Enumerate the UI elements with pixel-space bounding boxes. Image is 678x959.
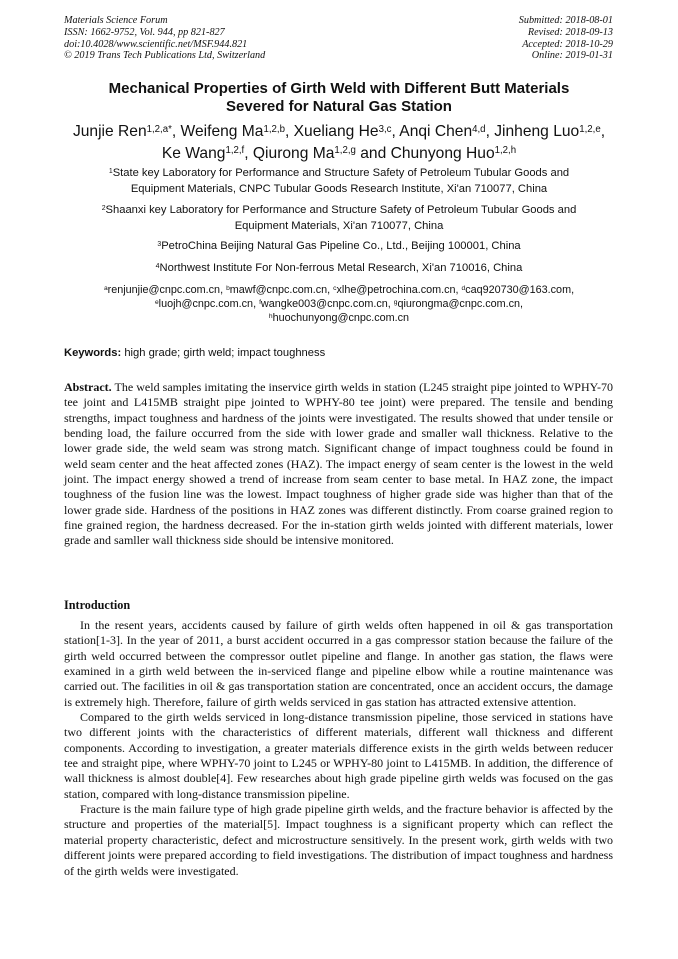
author-line-1 xyxy=(30,121,648,143)
title-line-1: Mechanical Properties of Girth Weld with Different Butt Materials xyxy=(108,80,570,97)
email-link[interactable]: wangke003@cnpc.com.cn xyxy=(260,298,388,310)
date-accepted: Accepted: 2018-10-29 xyxy=(522,38,613,50)
email-link[interactable]: caq920730@163.com xyxy=(465,284,572,296)
journal-issn: ISSN: 1662-9752, Vol. 944, pp 821-827 xyxy=(64,26,225,38)
author-name: Xueliang He xyxy=(293,123,379,140)
email-line-1: $^a$renjunjie@cnpc.com.cn, $^b$mawf@cnpc.com.cn, $^c$xlhe@petrochina.com.cn, $^d$caq920730@163.com, xyxy=(103,284,575,296)
author-sup: 1,2,a* xyxy=(146,123,172,135)
author-sep: , xyxy=(244,144,253,162)
email-link[interactable]: renjunjie@cnpc.com.cn xyxy=(107,284,221,296)
affiliation-sup: 2 xyxy=(101,204,106,212)
author-sep: , xyxy=(600,123,606,140)
abstract-label: Abstract. xyxy=(64,380,112,394)
affiliation-text: Equipment Materials, Xi'an 710077, China xyxy=(234,219,444,232)
paragraph: Compared to the girth welds serviced in long-distance transmission pipeline, those serviced in stations have two different joints with the characteristics of different materials, different wall thickness and different components. According to investigation, a greater materials difference exists in the girth welds between reducer tee and straight pipe, where WPHY-70 joint to L245 or WPHY-80 joint to L415MB. In addition, the difference of wall thickness is almost double[4]. Few researches about high grade pipeline girth welds was focused on the gas station, compared with long-distance transmission pipeline. xyxy=(64,710,613,801)
author-sep: , xyxy=(284,123,294,140)
journal-doi: doi:10.4028/www.scientific.net/MSF.944.821 xyxy=(64,38,248,50)
email-sup: e xyxy=(154,299,159,306)
affiliation-text: Equipment Materials, CNPC Tubular Goods Research Institute, Xi'an 710077, China xyxy=(130,182,548,195)
date-submitted: Submitted: 2018-08-01 xyxy=(518,15,613,26)
title-line-2: Severed for Natural Gas Station xyxy=(226,97,452,115)
author-sup: 3,c xyxy=(378,123,392,135)
affiliation-text: Shaanxi key Laboratory for Performance and Structure Safety of Petroleum Tubular Goods and xyxy=(105,204,577,216)
author-name: Ke Wang xyxy=(161,144,226,162)
author-line-2 xyxy=(30,143,648,165)
author-sup: 1,2,f xyxy=(225,145,245,157)
affiliation-3 xyxy=(50,239,628,255)
affiliation-text: Northwest Institute For Non-ferrous Metal Research, Xi'an 710016, China xyxy=(159,262,523,274)
affiliation-sup: 3 xyxy=(157,240,162,248)
author-name: Junjie Ren xyxy=(72,123,147,140)
introduction-body xyxy=(64,618,613,879)
author-name: Weifeng Ma xyxy=(180,123,264,140)
author-sep: , xyxy=(391,123,400,140)
journal-copyright: © 2019 Trans Tech Publications Ltd, Switzerland xyxy=(64,50,266,62)
email-sup: a xyxy=(103,285,108,292)
journal-header xyxy=(64,15,265,62)
email-list xyxy=(40,283,638,325)
author-sup: 1,2,b xyxy=(263,123,285,135)
author-sep: , xyxy=(485,123,495,140)
email-link[interactable]: huochunyong@cnpc.com.cn xyxy=(272,312,410,324)
author-name: Anqi Chen xyxy=(399,123,473,140)
affiliation-4 xyxy=(50,261,628,277)
author-sep: , xyxy=(171,123,181,140)
affiliation-sup: 1 xyxy=(108,167,113,175)
email-sup: h xyxy=(268,313,273,320)
email-line-2: $^e$luojh@cnpc.com.cn, $^f$wangke003@cnpc.com.cn, $^g$qiurongma@cnpc.com.cn, xyxy=(154,298,524,310)
paper-title xyxy=(40,80,638,115)
dates-header xyxy=(519,15,613,62)
journal-name: Materials Science Forum xyxy=(64,15,168,26)
email-sup: g xyxy=(393,299,398,306)
email-sup: c xyxy=(333,285,337,292)
section-heading-introduction: Introduction xyxy=(64,598,131,612)
author-sup: 4,d xyxy=(472,123,486,135)
author-sup: 1,2,e xyxy=(579,123,601,135)
email-sup: f xyxy=(259,299,261,306)
abstract-text: The weld samples imitating the inservice girth welds in station (L245 straight pipe jointed to WPHY-70 tee joint and L415MB straight pipe jointed to WPHY-80 tee joint) were prepared. The tensile and bending strengths, impact toughness and hardness of the joints were investigated. The results showed that under tensile or bending load, the failure occurred from the side with lower grade and smaller wall thickness. Relative to the lower grade side, the weld seam was strong match. Significant change of impact toughness could be found in weld seam center and the heat affected zones (HAZ). The impact energy of seam center is the lowest in the weld joint. The impact energy showed a trend of increase from seam center to base metal. In HAZ zone, the impact toughness of the fusion line was the lowest. Impact toughness of higher grade side was higher than that of the lower grade side. Hardness of the positions in HAZ zones was different distinctly. From coarse grained region to fine grained region, the hardness decreased. For the in-station girth welds jointed with different materials, lower grade and samller wall thickness side should be intensive monitored. xyxy=(64,380,613,548)
email-sup: b xyxy=(226,285,230,292)
abstract xyxy=(64,380,613,549)
affiliation-text: PetroChina Beijing Natural Gas Pipeline Co., Ltd., Beijing 100001, China xyxy=(161,240,521,252)
email-link[interactable]: qiurongma@cnpc.com.cn xyxy=(397,298,521,310)
keywords-text: high grade; girth weld; impact toughness xyxy=(124,347,326,359)
email-link[interactable]: xlhe@petrochina.com.cn xyxy=(336,284,456,296)
affiliation-1 xyxy=(50,166,628,197)
author-sup: 1,2,h xyxy=(494,145,517,157)
paragraph: Fracture is the main failure type of high grade pipeline girth welds, and the fracture behavior is affected by the structure and properties of the material[5]. Impact toughness is a significant property which can reflect the material property characteristic, defect and microstructure sensitively. In the present work, girth welds with two different joints were prepared according to field investigations. The distribution of impact toughness and hardness of the girth welds were investigated. xyxy=(64,802,613,878)
affiliation-text: State key Laboratory for Performance and Structure Safety of Petroleum Tubular Goods and xyxy=(112,167,570,179)
author-sep: and xyxy=(355,144,391,162)
author-sup: 1,2,g xyxy=(334,145,356,157)
author-name: Qiurong Ma xyxy=(252,144,335,162)
keywords xyxy=(64,346,614,360)
paragraph: In the resent years, accidents caused by failure of girth welds often happened in oil & gas transportation station[1-3]. In the year of 2011, a burst accident occurred in a gas compressor station because the failure of the girth weld occurred between the compressor outlet pipeline and flange. In another gas station, the flaws were examined in a girth weld between the in-serviced flange and pipeline elbow while a routine maintenance was carried out. The facilities in oil & gas transportation station are concentrated, once an accident occurs, the damage is extremely high. Therefore, failure of girth welds serviced in gas station has attracted extensive attention. xyxy=(64,618,613,709)
email-sup: d xyxy=(461,285,466,292)
keywords-label: Keywords: xyxy=(64,347,122,359)
author-name: Jinheng Luo xyxy=(494,123,580,140)
email-link[interactable]: mawf@cnpc.com.cn xyxy=(229,284,328,296)
affiliation-2 xyxy=(50,203,628,234)
affiliation-sup: 4 xyxy=(155,262,160,270)
author-list xyxy=(30,121,648,164)
email-link[interactable]: luojh@cnpc.com.cn xyxy=(158,298,254,310)
author-name: Chunyong Huo xyxy=(390,144,495,162)
email-line-3 xyxy=(40,311,638,325)
date-revised: Revised: 2018-09-13 xyxy=(527,26,613,38)
date-online: Online: 2019-01-31 xyxy=(531,50,613,62)
